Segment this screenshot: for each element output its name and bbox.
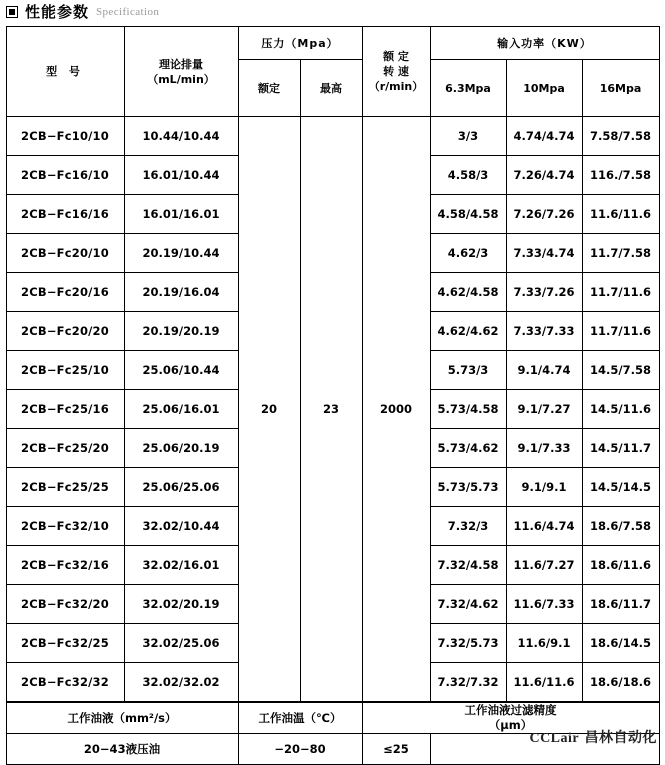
page-title: 性能参数 <box>25 3 90 21</box>
cell-displacement: 16.01/10.44 <box>124 156 238 195</box>
cell-model: 2CB−Fc25/20 <box>6 429 124 468</box>
cell-power-63: 4.58/3 <box>430 156 506 195</box>
header-power-16: 16Mpa <box>582 60 659 117</box>
cell-power-16: 14.5/11.6 <box>582 390 659 429</box>
header-pressure-max: 最高 <box>300 60 362 117</box>
cell-displacement: 32.02/16.01 <box>124 546 238 585</box>
cell-displacement: 32.02/25.06 <box>124 624 238 663</box>
cell-model: 2CB−Fc20/16 <box>6 273 124 312</box>
cell-power-10: 11.6/11.6 <box>506 663 582 702</box>
brand-name-en: CCLair <box>529 731 580 746</box>
header-speed <box>362 27 430 117</box>
cell-power-10: 9.1/9.1 <box>506 468 582 507</box>
cell-power-10: 11.6/7.27 <box>506 546 582 585</box>
cell-power-63: 5.73/5.73 <box>430 468 506 507</box>
cell-displacement: 20.19/20.19 <box>124 312 238 351</box>
table-header <box>6 27 659 117</box>
header-pressure: 压力（Mpa） <box>238 27 362 60</box>
header-power-10: 10Mpa <box>506 60 582 117</box>
cell-power-10: 7.33/7.26 <box>506 273 582 312</box>
cell-displacement: 20.19/16.04 <box>124 273 238 312</box>
label-oil: 工作油液（mm²/s） <box>6 703 238 734</box>
cell-power-10: 4.74/4.74 <box>506 117 582 156</box>
cell-power-16: 116./7.58 <box>582 156 659 195</box>
cell-model: 2CB−Fc32/16 <box>6 546 124 585</box>
label-temp: 工作油温（℃） <box>238 703 362 734</box>
cell-power-63: 3/3 <box>430 117 506 156</box>
cell-model: 2CB−Fc32/10 <box>6 507 124 546</box>
cell-power-16: 7.58/7.58 <box>582 117 659 156</box>
brand-watermark <box>529 727 657 747</box>
cell-power-63: 4.58/4.58 <box>430 195 506 234</box>
cell-speed: 2000 <box>362 117 430 702</box>
cell-power-10: 9.1/4.74 <box>506 351 582 390</box>
cell-model: 2CB−Fc20/10 <box>6 234 124 273</box>
header-pressure-rated: 额定 <box>238 60 300 117</box>
brand-name-cn: 昌林自动化 <box>584 730 657 746</box>
cell-power-16: 14.5/14.5 <box>582 468 659 507</box>
label-filter-line1: 工作油液过滤精度 <box>464 703 557 717</box>
table-body <box>6 117 659 702</box>
cell-displacement: 32.02/10.44 <box>124 507 238 546</box>
cell-power-63: 4.62/3 <box>430 234 506 273</box>
header-power: 输入功率（KW） <box>430 27 659 60</box>
cell-power-10: 9.1/7.27 <box>506 390 582 429</box>
cell-model: 2CB−Fc25/16 <box>6 390 124 429</box>
cell-pressure-rated: 20 <box>238 117 300 702</box>
header-displacement-line1: 理论排量 <box>159 57 203 71</box>
header-speed-line3: （r/min） <box>368 80 424 93</box>
header-displacement-line2: （mL/min） <box>147 72 215 86</box>
cell-model: 2CB−Fc32/25 <box>6 624 124 663</box>
cell-displacement: 25.06/16.01 <box>124 390 238 429</box>
cell-model: 2CB−Fc32/20 <box>6 585 124 624</box>
cell-power-63: 4.62/4.62 <box>430 312 506 351</box>
value-filter: ≤25 <box>362 734 430 765</box>
cell-power-10: 9.1/7.33 <box>506 429 582 468</box>
cell-displacement: 25.06/20.19 <box>124 429 238 468</box>
page-header <box>0 0 665 26</box>
value-oil: 20−43液压油 <box>6 734 238 765</box>
cell-power-16: 11.7/11.6 <box>582 312 659 351</box>
cell-displacement: 32.02/32.02 <box>124 663 238 702</box>
cell-displacement: 10.44/10.44 <box>124 117 238 156</box>
cell-power-16: 18.6/18.6 <box>582 663 659 702</box>
cell-power-16: 18.6/11.6 <box>582 546 659 585</box>
cell-power-16: 14.5/7.58 <box>582 351 659 390</box>
cell-power-16: 11.7/7.58 <box>582 234 659 273</box>
cell-pressure-max: 23 <box>300 117 362 702</box>
cell-power-63: 7.32/5.73 <box>430 624 506 663</box>
table-row <box>6 117 659 156</box>
cell-power-63: 7.32/4.58 <box>430 546 506 585</box>
cell-power-63: 5.73/4.58 <box>430 390 506 429</box>
cell-power-10: 11.6/4.74 <box>506 507 582 546</box>
cell-displacement: 32.02/20.19 <box>124 585 238 624</box>
cell-displacement: 16.01/16.01 <box>124 195 238 234</box>
cell-power-16: 11.7/11.6 <box>582 273 659 312</box>
specification-table <box>6 26 660 702</box>
header-speed-line2: 转 速 <box>383 65 409 78</box>
cell-power-10: 7.26/7.26 <box>506 195 582 234</box>
cell-power-63: 5.73/4.62 <box>430 429 506 468</box>
header-model: 型 号 <box>6 27 124 117</box>
cell-displacement: 20.19/10.44 <box>124 234 238 273</box>
cell-power-63: 7.32/3 <box>430 507 506 546</box>
cell-power-63: 7.32/4.62 <box>430 585 506 624</box>
page-subtitle: Specification <box>96 6 160 18</box>
cell-power-16: 18.6/11.7 <box>582 585 659 624</box>
cell-power-10: 11.6/9.1 <box>506 624 582 663</box>
cell-power-10: 11.6/7.33 <box>506 585 582 624</box>
cell-displacement: 25.06/10.44 <box>124 351 238 390</box>
filled-square-icon <box>6 6 18 18</box>
cell-power-10: 7.26/4.74 <box>506 156 582 195</box>
header-power-63: 6.3Mpa <box>430 60 506 117</box>
cell-model: 2CB−Fc32/32 <box>6 663 124 702</box>
cell-model: 2CB−Fc25/25 <box>6 468 124 507</box>
header-speed-line1: 额 定 <box>383 50 409 63</box>
cell-power-63: 7.32/7.32 <box>430 663 506 702</box>
header-displacement <box>124 27 238 117</box>
cell-power-16: 14.5/11.7 <box>582 429 659 468</box>
cell-model: 2CB−Fc25/10 <box>6 351 124 390</box>
header-row-1 <box>6 27 659 60</box>
cell-displacement: 25.06/25.06 <box>124 468 238 507</box>
label-filter-line2: （μm） <box>488 718 533 732</box>
cell-model: 2CB−Fc10/10 <box>6 117 124 156</box>
cell-model: 2CB−Fc16/16 <box>6 195 124 234</box>
cell-power-16: 18.6/7.58 <box>582 507 659 546</box>
cell-power-63: 5.73/3 <box>430 351 506 390</box>
cell-model: 2CB−Fc20/20 <box>6 312 124 351</box>
value-temp: −20−80 <box>238 734 362 765</box>
cell-model: 2CB−Fc16/10 <box>6 156 124 195</box>
cell-power-10: 7.33/7.33 <box>506 312 582 351</box>
cell-power-16: 18.6/14.5 <box>582 624 659 663</box>
cell-power-16: 11.6/11.6 <box>582 195 659 234</box>
cell-power-63: 4.62/4.58 <box>430 273 506 312</box>
cell-power-10: 7.33/4.74 <box>506 234 582 273</box>
